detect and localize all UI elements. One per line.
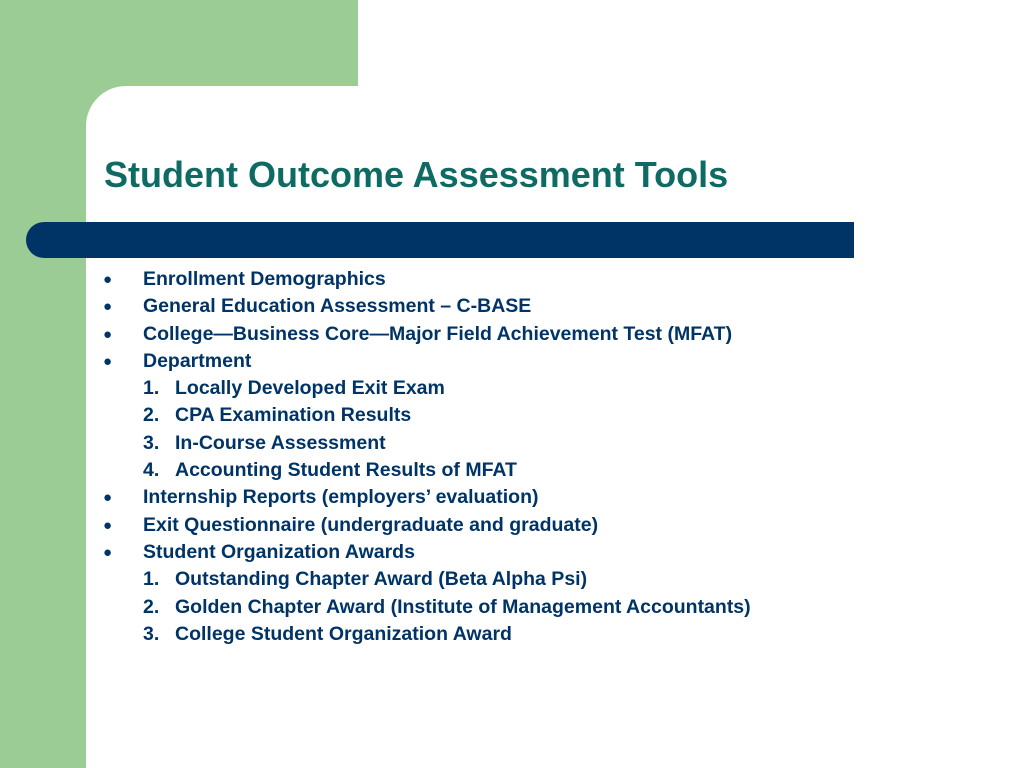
sub-item-number: 4. [143, 459, 160, 482]
bullet-icon: ● [103, 516, 113, 534]
list-item-text: Student Organization Awards [143, 540, 415, 563]
bullet-icon: ● [103, 271, 113, 288]
bullet-icon: ● [103, 352, 113, 370]
sub-item-content [143, 430, 386, 457]
sub-item-content [143, 375, 445, 402]
bullet-icon: ● [103, 298, 113, 316]
sub-item-text: College Student Organization Award [175, 622, 512, 645]
list-item [0, 512, 1024, 539]
slide-title: Student Outcome Assessment Tools [104, 154, 729, 195]
list-item [0, 539, 1024, 566]
list-item [0, 266, 1024, 293]
list-item-text: General Education Assessment – C-BASE [143, 295, 532, 318]
sub-item-text: Locally Developed Exit Exam [175, 377, 445, 400]
sub-list-item [0, 594, 1024, 621]
sub-item-number: 2. [143, 595, 160, 618]
sub-item-number: 3. [143, 431, 160, 454]
sub-item-content [143, 594, 751, 621]
list-item [0, 321, 1024, 348]
sub-item-number: 1. [143, 568, 160, 591]
sub-item-number: 2. [143, 404, 160, 427]
sub-item-text: Golden Chapter Award (Institute of Management Accountants) [175, 595, 751, 618]
list-item-text: Internship Reports (employers’ evaluation) [143, 486, 539, 509]
list-item-text: Enrollment Demographics [143, 268, 386, 290]
sub-item-text: In-Course Assessment [175, 431, 386, 454]
sub-item-text: Outstanding Chapter Award (Beta Alpha Psi) [175, 568, 588, 591]
list-item [0, 293, 1024, 320]
sub-list-item [0, 566, 1024, 593]
sub-list-item [0, 430, 1024, 457]
title-divider-bar [26, 222, 854, 258]
list-item-text: Exit Questionnaire (undergraduate and graduate) [143, 513, 599, 536]
list-item-text: Department [143, 349, 252, 372]
sub-item-text: CPA Examination Results [175, 404, 412, 427]
bullet-icon: ● [103, 543, 113, 561]
sub-item-content [143, 402, 411, 429]
sub-item-content [143, 566, 587, 593]
bullet-icon: ● [103, 489, 113, 507]
list-item-text: College—Business Core—Major Field Achievement Test (MFAT) [143, 322, 733, 345]
bullet-icon: ● [103, 325, 113, 343]
list-item [0, 484, 1024, 511]
list-item [0, 348, 1024, 375]
sub-item-content [143, 621, 512, 648]
sub-item-number: 1. [143, 377, 160, 400]
sub-list-item [0, 375, 1024, 402]
sub-item-text: Accounting Student Results of MFAT [175, 459, 517, 482]
sub-list-item [0, 621, 1024, 648]
sub-item-number: 3. [143, 622, 160, 645]
sub-list-item [0, 402, 1024, 429]
sub-item-content [143, 457, 517, 484]
bullet-list [0, 266, 1024, 648]
sub-list-item [0, 457, 1024, 484]
